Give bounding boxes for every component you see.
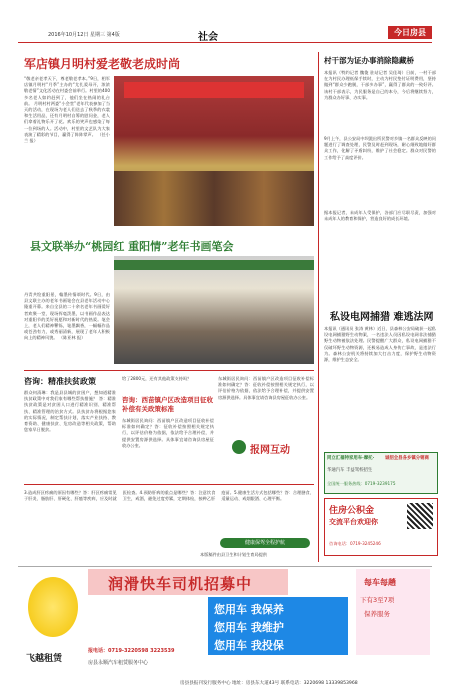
qr-logo-icon xyxy=(232,440,246,454)
article2-author: （陈亚林 报） xyxy=(58,335,86,341)
health-footer: 本版稿件由县卫生和计划生育局提供 xyxy=(200,552,268,557)
audience-row xyxy=(114,171,314,226)
ad1-sub: 华通汽车 丰益驾校招生 xyxy=(327,468,373,473)
ad1-box xyxy=(324,452,438,494)
ad1-right: 诚招全县各乡镇分销商 xyxy=(385,456,429,461)
consult1-title: 咨询：精准扶贫政策 xyxy=(24,376,96,386)
ad2-phone: 咨询电话：0719-3245246 xyxy=(329,541,381,546)
qr-code-icon xyxy=(407,503,433,529)
right-line1: 每车每趟 xyxy=(364,578,396,587)
sidebar-body1: 本报讯（特约记者 魏俊 驻站记者 吴佳琦）日前，一村干部在为村民办理低保手续时，主动为村民垫付证明费用，坚持做到“群众少跑腿，干部多办事”，赢得了群众的一致好评。该村干部表示，为民服务是自己的本分，今后将继续努力，为群众办好事、办实事。 xyxy=(324,70,436,100)
section-name: 社会 xyxy=(198,32,218,43)
row2: 您用车 我维护 xyxy=(214,621,284,634)
divider-mid xyxy=(24,370,314,371)
consult2-lead: 给了2800元，还有其他政策支持吗？ xyxy=(122,376,192,381)
article1-title: 军店镇月明村爱老敬老成时尚 xyxy=(24,57,181,71)
sidebar-border xyxy=(318,52,319,562)
article1-body-text: 月明村村两委“小会堂”老年代表参加了当天的活动，在现场为老人们送去了秋季的衣裳和生活用品，还有月明村自筹的慰问金，老人们拿着礼物乐开了花。欢乐的笑声也感染了每一位到场的人。活动中，村里的文艺队为大家表演了精彩的节目，赢得了阵阵掌声。 xyxy=(24,100,110,137)
sidebar-title1: 村干部为证办事消除隐藏桥 xyxy=(324,56,414,65)
right-box xyxy=(356,569,430,655)
page-footer: 房县县报刊发行服务中心 地址：房县东大道43号 联系电话：3220698 13339853968 xyxy=(180,681,358,686)
brand-name: 飞越租赁 xyxy=(26,654,63,664)
page-date: 2016年10月12日 星期三 第4版 xyxy=(48,32,120,38)
divider-health xyxy=(24,484,314,485)
article1-author: （任小兰 报） xyxy=(24,131,110,144)
article1-lead xyxy=(24,76,110,226)
consult2-title: 咨询：西苗镇户区改造项目征收补偿有关政策标准 xyxy=(122,396,213,413)
article2-body xyxy=(24,292,110,364)
ad-addr: 房县永顺汽车租赁服务中心 xyxy=(88,660,149,666)
row3: 您用车 我投保 xyxy=(214,639,284,652)
consult1-body xyxy=(24,390,116,480)
car-icon xyxy=(28,577,78,637)
ad2-sub: 交流平台欢迎你 xyxy=(329,517,378,526)
article1-photo xyxy=(114,76,314,226)
article1-lead-text: “敬老亲老孝天下，尊老敬老孝本。”9日，相军店镇月明村“月季”主办的“尤扎爱母开，浓浓敬老情”文化活动在村委会前举行。村里的400多名老人如约赶到了，他们坐在热闹的礼台前。 xyxy=(24,76,110,106)
sidebar-body2: 9月上午，县公安局中坝派出所民警对乡镇一名群众反映的问题进行了调查处理，民警及时赶到现场，耐心细致地做好群众工作，化解了矛盾纠纷，维护了社会稳定。群众对民警的工作给予了高度评价。 xyxy=(324,136,436,160)
health-banner xyxy=(220,538,310,548)
health-banner-text: 健康保驾全程护航 xyxy=(244,540,285,546)
ad-phone: 报电话：0719-3220598 3223539 xyxy=(88,648,175,654)
health-body: 3.造成肝区疼痛的原因有哪些？答：肝区疼痛常见于肝炎、脂肪肝、肝硬化、肝癌等疾病，应及时就医检查。4.预防肝病的重点是哪些？答：注意饮食卫生，戒酒，避免过度劳累，定期体检，接种乙肝疫苗。5.健康生活方式包括哪些？答：合理膳食、适量运动、戒烟限酒、心理平衡。 xyxy=(24,490,314,502)
consult1-answer: 答：精准扶贫政策是对贫困人口进行精准识别、精准帮扶、精准管理的治贫方式。县扶贫办将根据您家的实际情况，制定帮扶计划，落实产业扶持、教育资助、健康扶贫、危房改造等相关政策，帮助您家早日脱贫。 xyxy=(24,396,116,433)
ad2-box xyxy=(324,498,438,556)
article2-photo xyxy=(114,256,314,364)
main-slogan: 润滑快车司机招募中 xyxy=(108,575,253,593)
article2-title: 县文联举办“桃园红 重阳情”老年书画笔会 xyxy=(30,240,234,253)
stage-banner xyxy=(124,82,304,98)
row-box xyxy=(208,597,348,655)
hotline-body: 东城街居民询问：西苗镇户区改造项目征收补偿标准如何确定？答：征收补偿按照相关规定执行，以评估价格为依据，依法给予合理补偿，并提供安置房源供选择。具体事宜请咨询县房屋征收办公室。 xyxy=(218,376,314,400)
ad2-title: 住房公积金 xyxy=(329,506,375,516)
paper-logo: 今日房县 xyxy=(388,26,432,39)
hotline-label: 报网互动 xyxy=(250,445,290,456)
right-line3: 保养服务 xyxy=(364,610,390,618)
bottom-ad xyxy=(18,566,432,675)
row1: 您用车 我保养 xyxy=(214,603,284,616)
green-banner xyxy=(114,260,314,270)
sidebar-body4: 本报讯（通讯员 张涛 黄林）近日，县森林公安局破获一起私设电网捕猎野生动物案，一名违法人员因私设电网非法捕猎野生动物被依法处理。民警提醒广大群众，私设电网捕猎不仅破坏野生动物资源，还极易造成人身伤亡事故，是违法行为。森林公安机关将持续加大打击力度，保护野生动物资源，维护生态安全。 xyxy=(324,326,436,363)
right-line2: 下有3至7项 xyxy=(360,596,395,604)
page-header xyxy=(18,28,432,43)
consult1-question: 群众何清琳：我是县县城的贫困户，想知道精准扶贫政策中对我们家有哪些帮扶措施？ xyxy=(24,390,116,402)
consult2-body: 东城街居民询问：西苗镇户区改造项目征收补偿标准如何确定？答：征收补偿按照相关规定执行，以评估价格为依据，依法给予合理补偿，并提供安置房源供选择。具体事宜请咨询县房屋征收办公室。 xyxy=(122,418,214,448)
ad1-title: 同立汇福特家用车·摩托· xyxy=(327,456,375,461)
sidebar-title2: 私设电网捕猎 难逃法网 xyxy=(330,312,434,323)
sidebar-body3: 据本报记者，未成年人受保护，各部门应尽职尽责，加强对未成年人的教育和保护，营造良好的成长环境。 xyxy=(324,210,436,222)
hotline-text xyxy=(218,376,314,434)
ad1-phone: 全国统一服务热线：0719-3239175 xyxy=(327,481,396,486)
brand-logo xyxy=(22,571,84,667)
article2-body-text: 丹青共绘重阳景，翰墨传情颂时代。9日，由县文联主办的老年书画笔会在县老年活动中心隆重开幕。来自全县的二十余名老年书画爱好者欢聚一堂，现场挥毫泼墨，以书画作品表达对重阳节的美好祝愿和对新时代的热爱。笔会上，老人们精神矍铄，笔墨飘香，一幅幅作品或苍劲有力，或秀丽清新，展现了老年人积极向上的精神风貌。 xyxy=(24,292,110,341)
